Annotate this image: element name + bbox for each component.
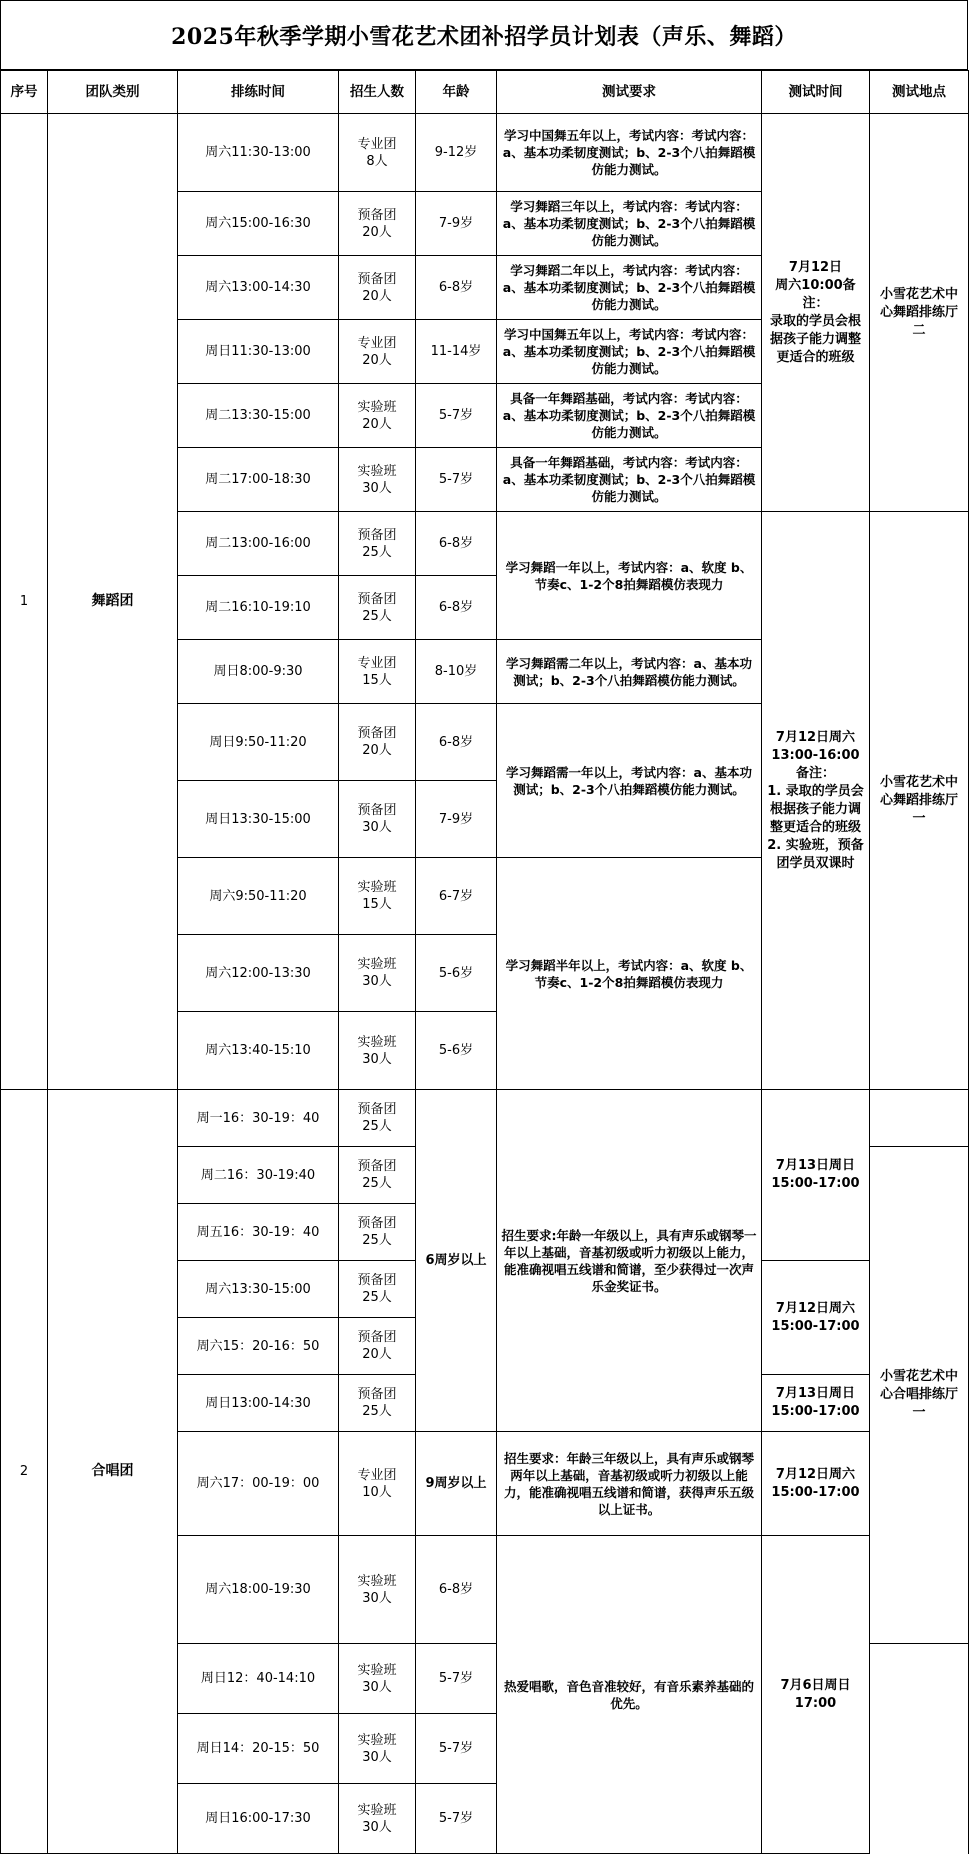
age: 5-7岁 [416, 1714, 497, 1784]
table-row [1, 114, 969, 192]
quota: 实验班 20人 [339, 384, 416, 448]
rehearsal-time: 周日8:00-9:30 [178, 640, 339, 704]
header-group: 团队类别 [48, 71, 178, 114]
rehearsal-time: 周二13:30-15:00 [178, 384, 339, 448]
quota: 预备团 25人 [339, 576, 416, 640]
row-index: 2 [1, 1090, 48, 1854]
quota: 预备团 25人 [339, 512, 416, 576]
test-location: 小雪花艺术中心舞蹈排练厅一 [870, 512, 969, 1090]
row-index: 1 [1, 114, 48, 1090]
plan-table [0, 70, 969, 1854]
age: 5-7岁 [416, 448, 497, 512]
test-time [762, 1090, 870, 1261]
rehearsal-time: 周日9:50-11:20 [178, 704, 339, 781]
rehearsal-time: 周日14：20-15：50 [178, 1714, 339, 1784]
rehearsal-time: 周六13:00-14:30 [178, 256, 339, 320]
test-location: 小雪花艺术中心舞蹈排练厅二 [870, 114, 969, 512]
header-age: 年龄 [416, 71, 497, 114]
header-row [1, 71, 969, 114]
rehearsal-time: 周六11:30-13:00 [178, 114, 339, 192]
header-requirement: 测试要求 [497, 71, 762, 114]
rehearsal-time: 周二13:00-16:00 [178, 512, 339, 576]
test-requirement: 学习舞蹈一年以上，考试内容：a、软度 b、节奏c、1-2个8拍舞蹈模仿表现力 [497, 512, 762, 640]
rehearsal-time: 周日16:00-17:30 [178, 1784, 339, 1854]
rehearsal-time: 周日11:30-13:00 [178, 320, 339, 384]
age: 8-10岁 [416, 640, 497, 704]
rehearsal-time: 周一16：30-19：40 [178, 1090, 339, 1147]
group-name: 舞蹈团 [48, 114, 178, 1090]
age: 5-7岁 [416, 1784, 497, 1854]
test-requirement: 学习舞蹈三年以上，考试内容：考试内容：a、基本功柔韧度测试；b、2-3个八拍舞蹈模仿能力测试。 [497, 192, 762, 256]
quota: 实验班 30人 [339, 1536, 416, 1644]
page-title: 2025年秋季学期小雪花艺术团补招学员计划表（声乐、舞蹈） [0, 0, 968, 70]
age: 6-8岁 [416, 1536, 497, 1644]
test-time: 7月6日周日 17:00 [762, 1536, 870, 1854]
test-requirement: 招生要求：年龄三年级以上，具有声乐或钢琴两年以上基础，音基初级或听力初级以上能力，能准确视唱五线谱和简谱，获得声乐五级以上证书。 [497, 1432, 762, 1536]
rehearsal-time: 周二17:00-18:30 [178, 448, 339, 512]
age: 6-8岁 [416, 704, 497, 781]
age: 5-6岁 [416, 1012, 497, 1090]
table-row [1, 1090, 969, 1147]
quota: 预备团 20人 [339, 1318, 416, 1375]
age: 6-8岁 [416, 512, 497, 576]
test-time-text: 7月13日周日 15:00-17:00 [771, 1158, 860, 1191]
age: 5-6岁 [416, 935, 497, 1012]
quota: 专业团 15人 [339, 640, 416, 704]
test-requirement: 学习舞蹈需二年以上，考试内容：a、基本功测试；b、2-3个八拍舞蹈模仿能力测试。 [497, 640, 762, 704]
quota: 专业团 8人 [339, 114, 416, 192]
quota: 预备团 20人 [339, 704, 416, 781]
age: 9周岁以上 [416, 1432, 497, 1536]
age: 5-7岁 [416, 384, 497, 448]
quota: 实验班 30人 [339, 1784, 416, 1854]
age: 6周岁以上 [416, 1090, 497, 1432]
test-location: 小雪花艺术中心合唱排练厅一 [870, 1147, 969, 1644]
rehearsal-time: 周六9:50-11:20 [178, 858, 339, 935]
test-requirement: 热爱唱歌，音色音准较好，有音乐素养基础的优先。 [497, 1536, 762, 1854]
test-time: 7月12日周六 13:00-16:00 备注： 1. 录取的学员会根据孩子能力调整更适合的班级 2. 实验班，预备团学员双课时 [762, 512, 870, 1090]
age: 11-14岁 [416, 320, 497, 384]
rehearsal-time: 周六17：00-19：00 [178, 1432, 339, 1536]
header-quota: 招生人数 [339, 71, 416, 114]
quota: 预备团 20人 [339, 192, 416, 256]
age: 7-9岁 [416, 192, 497, 256]
rehearsal-time: 周六18:00-19:30 [178, 1536, 339, 1644]
quota: 实验班 30人 [339, 1714, 416, 1784]
quota: 预备团 20人 [339, 256, 416, 320]
header-test-location: 测试地点 [870, 71, 969, 114]
quota: 实验班 30人 [339, 1644, 416, 1714]
rehearsal-time: 周六13:40-15:10 [178, 1012, 339, 1090]
age: 6-8岁 [416, 576, 497, 640]
header-index: 序号 [1, 71, 48, 114]
rehearsal-time: 周六15：20-16：50 [178, 1318, 339, 1375]
quota: 实验班 15人 [339, 858, 416, 935]
quota: 预备团 25人 [339, 1147, 416, 1204]
header-test-time: 测试时间 [762, 71, 870, 114]
quota: 实验班 30人 [339, 935, 416, 1012]
rehearsal-time: 周六13:30-15:00 [178, 1261, 339, 1318]
rehearsal-time: 周五16：30-19：40 [178, 1204, 339, 1261]
test-requirement: 具备一年舞蹈基础，考试内容：考试内容：a、基本功柔韧度测试；b、2-3个八拍舞蹈模仿能力测试。 [497, 384, 762, 448]
quota: 实验班 30人 [339, 1012, 416, 1090]
rehearsal-time: 周六12:00-13:30 [178, 935, 339, 1012]
age: 6-8岁 [416, 256, 497, 320]
age: 6-7岁 [416, 858, 497, 935]
quota: 预备团 25人 [339, 1375, 416, 1432]
quota: 专业团 10人 [339, 1432, 416, 1536]
test-requirement: 学习中国舞五年以上，考试内容：考试内容：a、基本功柔韧度测试；b、2-3个八拍舞蹈模仿能力测试。 [497, 320, 762, 384]
rehearsal-time: 周二16:10-19:10 [178, 576, 339, 640]
age: 7-9岁 [416, 781, 497, 858]
header-time: 排练时间 [178, 71, 339, 114]
test-time: 7月12日周六 15:00-17:00 [762, 1432, 870, 1536]
group-name: 合唱团 [48, 1090, 178, 1854]
test-requirement: 招生要求:年龄一年级以上，具有声乐或钢琴一年以上基础，音基初级或听力初级以上能力，能准确视唱五线谱和简谱，至少获得过一次声乐金奖证书。 [497, 1090, 762, 1432]
quota: 预备团 30人 [339, 781, 416, 858]
test-time: 7月12日 周六10:00备注： 录取的学员会根据孩子能力调整更适合的班级 [762, 114, 870, 512]
age: 5-7岁 [416, 1644, 497, 1714]
age: 9-12岁 [416, 114, 497, 192]
test-location-empty [870, 1090, 969, 1147]
test-requirement: 学习舞蹈需一年以上，考试内容：a、基本功测试；b、2-3个八拍舞蹈模仿能力测试。 [497, 704, 762, 858]
test-time: 7月13日周日 15:00-17:00 [762, 1375, 870, 1432]
quota: 预备团 25人 [339, 1090, 416, 1147]
rehearsal-time: 周日12：40-14:10 [178, 1644, 339, 1714]
rehearsal-time: 周日13:30-15:00 [178, 781, 339, 858]
test-requirement: 学习舞蹈半年以上，考试内容：a、软度 b、节奏c、1-2个8拍舞蹈模仿表现力 [497, 858, 762, 1090]
rehearsal-time: 周六15:00-16:30 [178, 192, 339, 256]
rehearsal-time: 周二16：30-19:40 [178, 1147, 339, 1204]
quota: 专业团 20人 [339, 320, 416, 384]
quota: 实验班 30人 [339, 448, 416, 512]
rehearsal-time: 周日13:00-14:30 [178, 1375, 339, 1432]
quota: 预备团 25人 [339, 1261, 416, 1318]
test-requirement: 具备一年舞蹈基础，考试内容：考试内容：a、基本功柔韧度测试；b、2-3个八拍舞蹈模仿能力测试。 [497, 448, 762, 512]
test-requirement: 学习舞蹈二年以上，考试内容：考试内容：a、基本功柔韧度测试；b、2-3个八拍舞蹈模仿能力测试。 [497, 256, 762, 320]
test-requirement: 学习中国舞五年以上，考试内容：考试内容：a、基本功柔韧度测试；b、2-3个八拍舞蹈模仿能力测试。 [497, 114, 762, 192]
quota: 预备团 25人 [339, 1204, 416, 1261]
test-time: 7月12日周六 15:00-17:00 [762, 1261, 870, 1375]
